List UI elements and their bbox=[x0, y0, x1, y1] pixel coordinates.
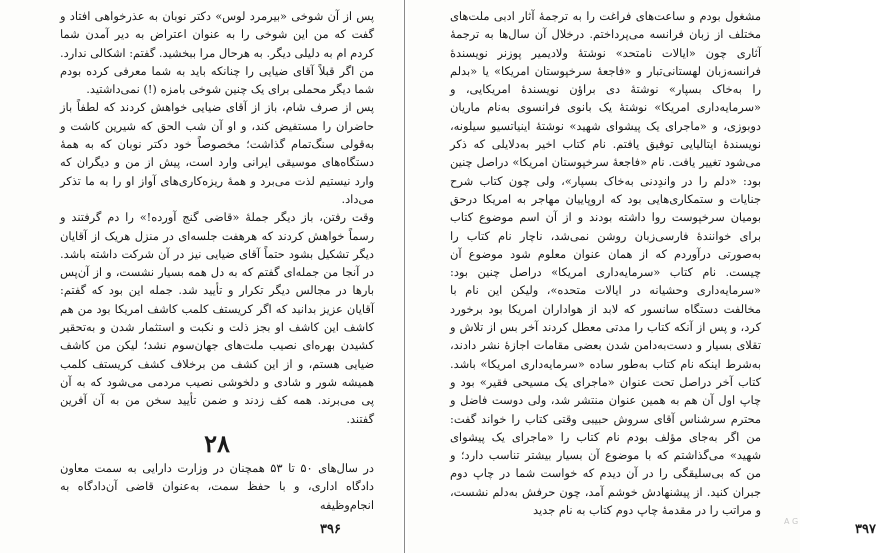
left-book-page bbox=[0, 0, 402, 553]
left-page-body bbox=[60, 7, 374, 428]
right-page-body bbox=[450, 7, 761, 519]
left-paragraph-1: پس از آن شوخی «بیرمرد لوس» دکتر نوبان به عذرخواهی افتاد و گفت که من این شوخی را به عنوان اعتراض به دیر آمدن شما کردم ام به دلیلی دیگر. به هرحال مرا ببخشید. گفتم: اشکالی ندارد. من اگر قبلاً آقای ضیایی را چنانکه باید به شما معرفی کرده بودم شما دیگر محملی برای یک چنین شوخی بامزه (!) نمی‌داشتید. bbox=[60, 9, 374, 97]
edge-watermark: A G bbox=[784, 517, 799, 526]
left-paragraph-2: پس از صرف شام، باز از آقای ضیایی خواهش کردند که لطفاً باز حاضران را مستفیض کند، و او آن شب الحق که شیرین کاشت و به‌قولی سنگ‌تمام گذاشت؛ مخصوصاً خود دکتر نوبان که به همهٔ دستگاه‌های موسیقی ایرانی وارد است، پیش از من و دیگران که وارد نیستیم لذت می‌برد و همهٔ ریزه‌کاری‌های آواز او را به ما تذکر می‌داد. bbox=[60, 100, 374, 206]
chapter-number: ۲۸ bbox=[204, 429, 230, 458]
right-book-page bbox=[408, 0, 876, 553]
chapter-opening-text: در سال‌های ۵۰ تا ۵۳ همچنان در وزارت دارایی به سمت معاون دادگاه اداری، و با حفظ سمت، به‌عنوان قاضی آن‌دادگاه به انجام‌وظیفه bbox=[60, 461, 374, 512]
left-page-number: ۳۹۶ bbox=[320, 522, 341, 537]
left-paragraph-3: وقت رفتن، باز دیگر جملهٔ «قاضی گنج آورده!» را دم گرفتند و رسماً خواهش کردند که هرهفت جلسه‌ای در منزل هریک از آقایان دیگر تشکیل بشود حتماً آقای ضیایی نیز در آن شرکت داشته باشد. در آنجا من جمله‌ای گفتم که به دل همه بسیار نشست، و از آن‌پس بارها در مجالس دیگر تکرار و تأیید شد. جمله این بود که گفتم: آقایان عزیز بدانید که اگر کریستف کلمب کاشف امریکا بود من هم کاشف این کاشف او بجز ذلت و نکبت و استثمار شدن و به‌تحقیر کشیدن بهره‌ای نصیب ملت‌های جهان‌سوم نشد؛ لیکن من کاشف ضیایی هستم، و از این کشف من برخلاف کشف کریستف کلمب همیشه شور و شادی و دلخوشی نصیب مردمی می‌شود که به آن پی می‌برند. همه کف زدند و ضمن تأیید سخن من به آن آفرین گفتند. bbox=[60, 210, 374, 426]
right-paragraph-1: مشغول بودم و ساعت‌های فراغت را به ترجمهٔ آثار ادبی ملت‌های مختلف از زبان فرانسه می‌پرداختم. درخلال آن سال‌ها به ترجمهٔ آثاری چون «ایالات نامتحد» نوشتهٔ ولادیمیر پوزنر نویسندهٔ فرانسه‌زبان لهستانی‌تبار و «فاجعهٔ سرخپوستان امریکا» یا «بدلم را به‌خاک بسپار» نوشتهٔ دی براؤن نویسندهٔ امریکایی، و «سرمایه‌داری امریکا» نوشتهٔ یک بانوی فرانسوی به‌نام ماریان دوبوزی، و «ماجرای یک پیشوای شهید» نوشتهٔ اینیاتسیو سیلونه، نویسندهٔ ایتالیایی توفیق یافتم. نام کتاب اخیر به‌دلایلی که ذکر می‌شود تغییر یافت. نام «فاجعهٔ سرخپوستان امریکا» دراصل چنین بود: «دلم را در واندِدنی به‌خاک بسپار»، ولی چون کتاب شرح جنایات و ستمکاری‌هایی بود که اروپاییان مهاجر به امریکا درحق بومیان سرخپوست روا داشته بودند و از آن اسم موضوع کتاب برای خوانندهٔ فارسی‌زبان روشن نمی‌شد، ناچار نام کتاب را به‌صورتی درآوردم که از همان عنوان معلوم شود موضوع آن چیست. نام کتاب «سرمایه‌داری امریکا» دراصل چنین بود: «سرمایه‌داری وحشیانه در ایالات متحده»، ولیکن این نام با مخالفت دستگاه سانسور که لابد از هواداران امریکا بود برخورد کرد، و پس از آنکه کتاب را مدتی معطل کردند آخر بس از تلاش و تقلای بسیار و دست‌به‌دامن شدن بعضی مقامات اجازهٔ نشر دادند، به‌شرط اینکه نام کتاب به‌طور ساده «سرمایه‌داری امریکا» باشد. کتاب آخر دراصل تحت عنوان «ماجرای یک مسیحی فقیر» بود و چاپ اول آن هم به همین عنوان منتشر شد، ولی دوست فاضل و محترم سرشناس آقای سروش حبیبی وقتی کتاب را خواند گفت: من اگر به‌جای مؤلف بودم نام کتاب را «ماجرای یک پیشوای شهید» می‌گذاشتم که با موضوع آن بسیار بیشتر تناسب دارد؛ و من که بی‌سلیقگی را در آن دیدم که خواست شما در چاپ دوم جبران کنید. از پیشنهادش خوشم آمد، چون حرفش به‌دلم نشست، و مراتب را در مقدمهٔ چاپ دوم کتاب به نام جدید bbox=[450, 9, 761, 518]
right-page-number: ۳۹۷ bbox=[855, 522, 876, 537]
